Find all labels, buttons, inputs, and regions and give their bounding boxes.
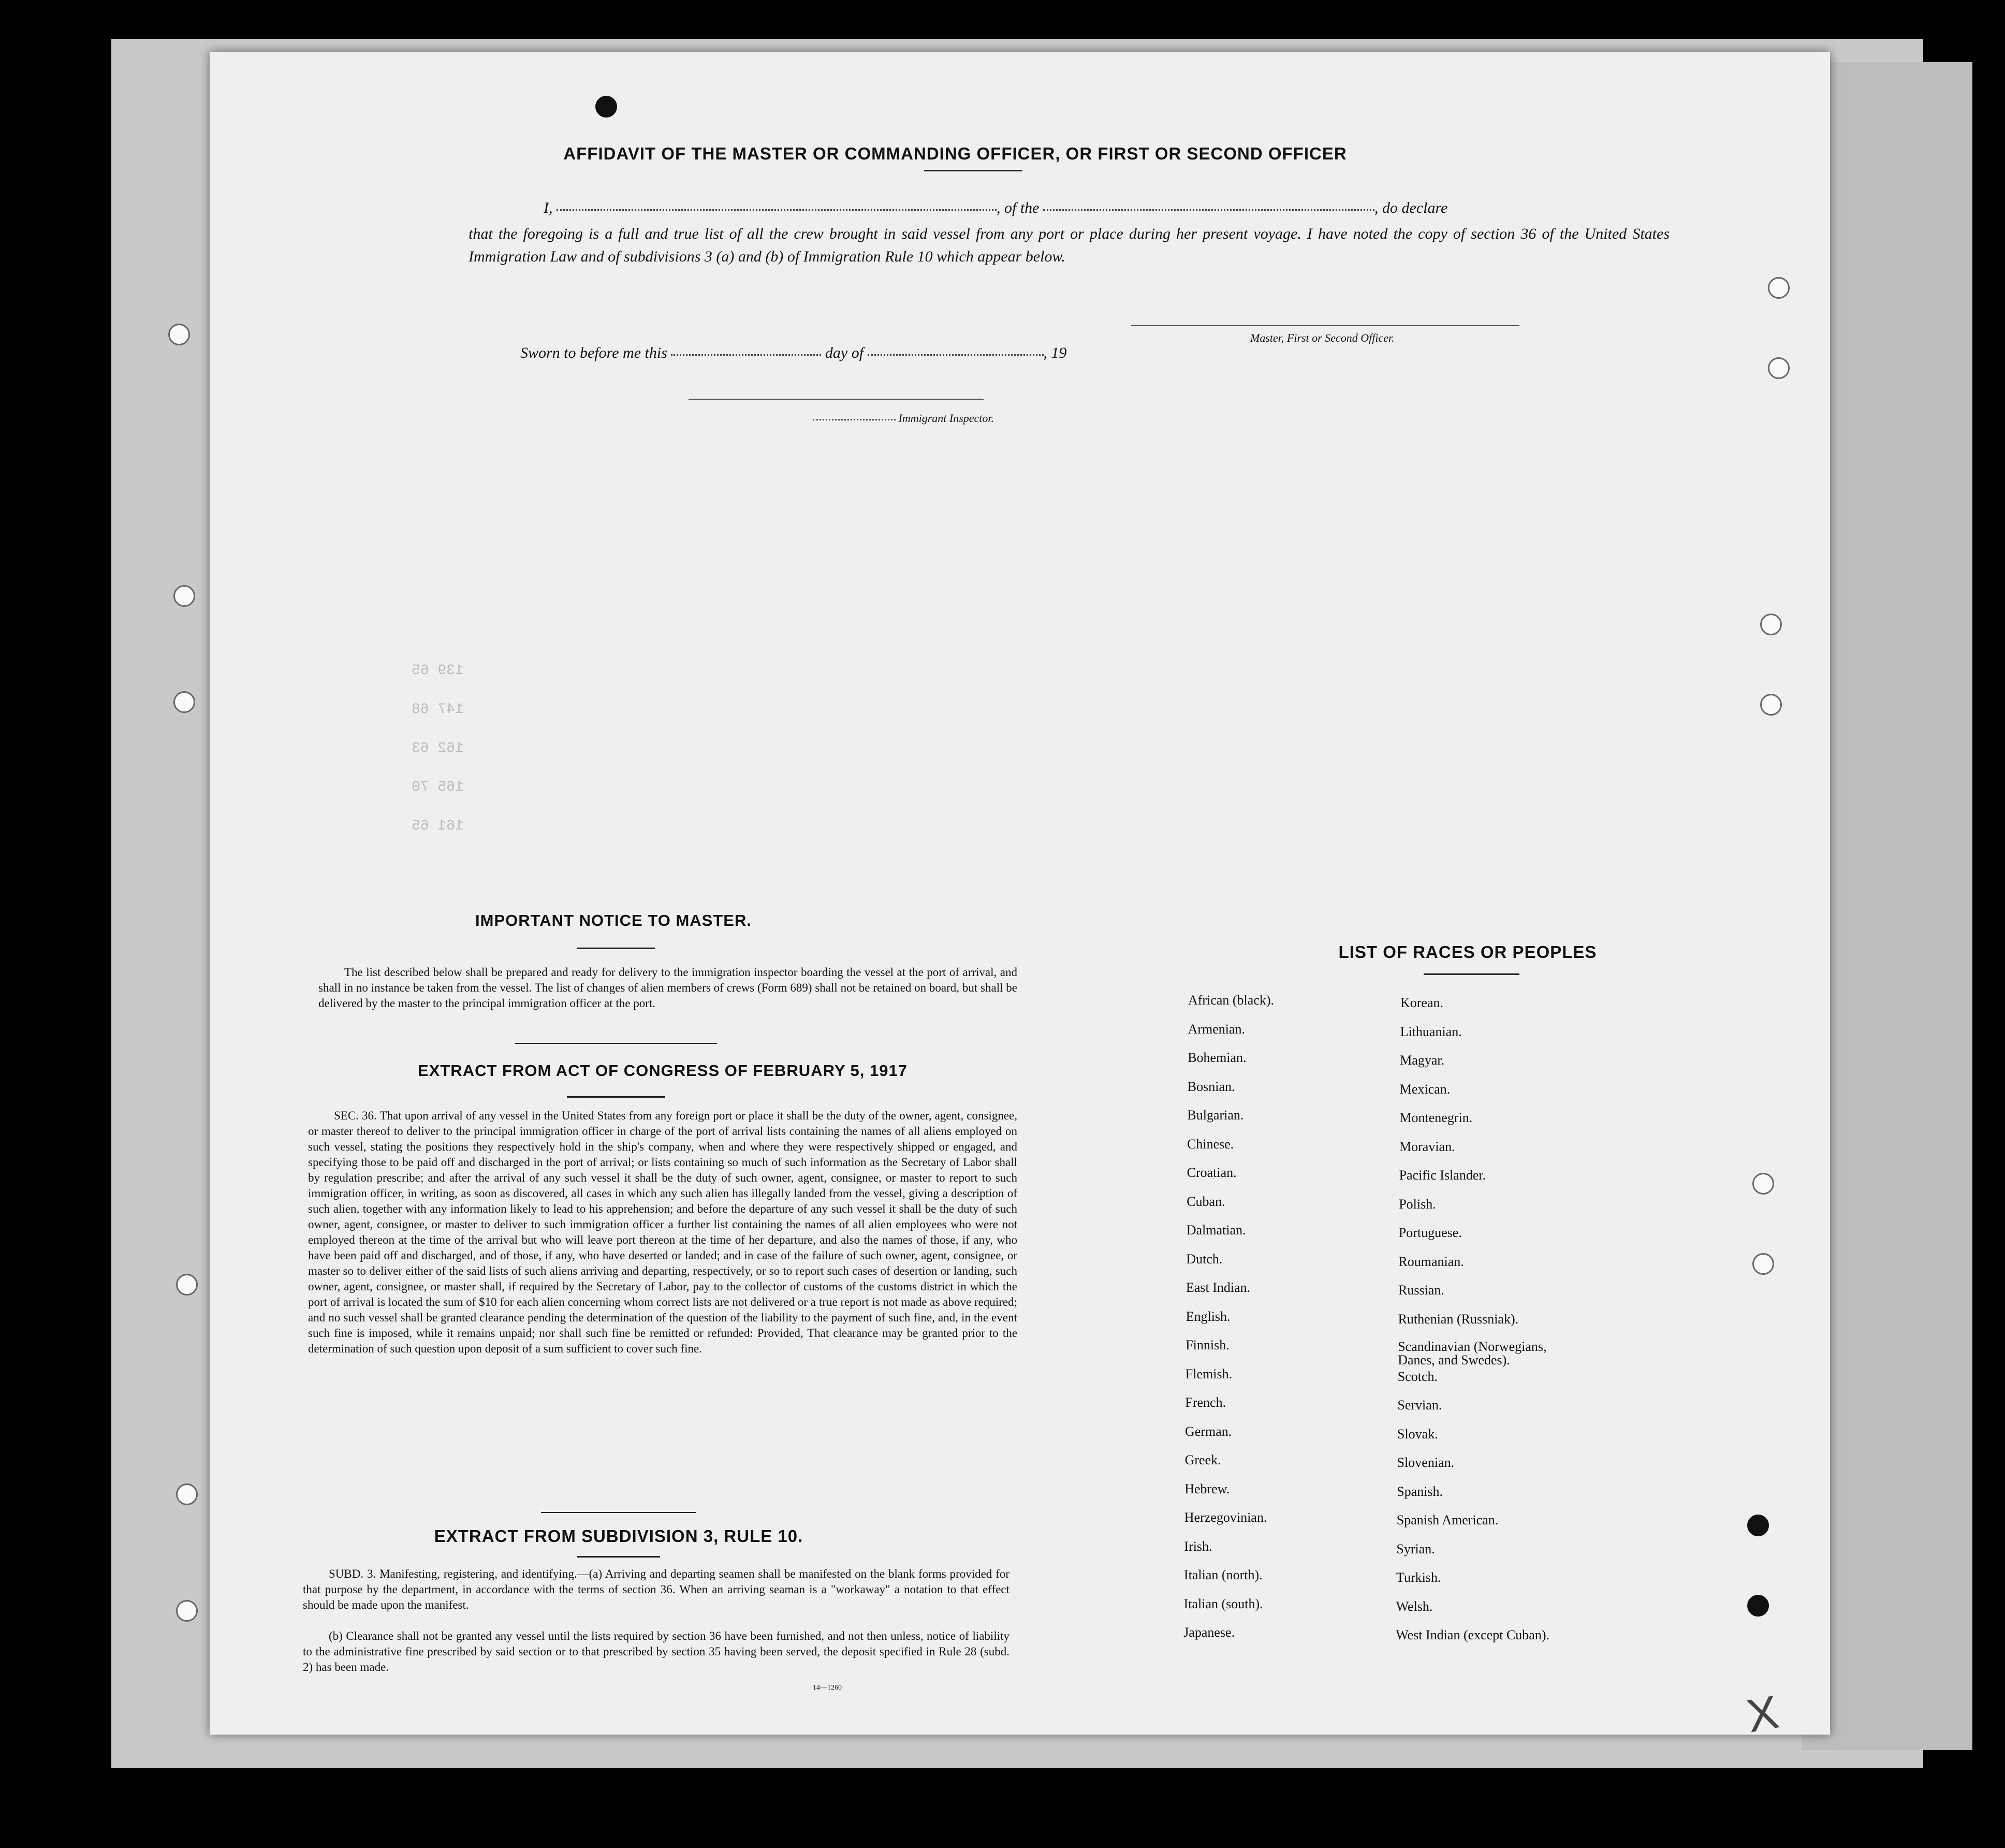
notice-title-rule [577, 948, 655, 949]
declaration-end: , do declare [1374, 199, 1448, 216]
act-title-rule [567, 1096, 665, 1098]
race-item: Portuguese. [1398, 1225, 1462, 1240]
binder-hole-right-4 [1760, 694, 1782, 716]
race-item: Dutch. [1186, 1251, 1223, 1267]
affidavit-title-rule [924, 170, 1022, 171]
rule-top-rule [541, 1512, 696, 1513]
race-item: Spanish American. [1396, 1512, 1499, 1527]
race-item: French. [1185, 1395, 1226, 1410]
race-item: Slovenian. [1397, 1455, 1455, 1470]
race-item: Magyar. [1400, 1053, 1445, 1068]
sworn-line [520, 344, 1067, 362]
race-item: Lithuanian. [1400, 1024, 1462, 1039]
notice-title: IMPORTANT NOTICE TO MASTER. [475, 911, 752, 929]
rule-title-rule [577, 1556, 660, 1558]
race-item: English. [1186, 1308, 1231, 1324]
race-item: Spanish. [1397, 1483, 1443, 1499]
sworn-end: , 19 [1043, 344, 1067, 361]
race-item: Mexican. [1399, 1081, 1451, 1097]
race-item: Scandinavian (Norwegians, Danes, and Swedes). [1398, 1339, 1547, 1367]
race-item: Italian (north). [1184, 1567, 1263, 1582]
race-item: Korean. [1400, 995, 1444, 1010]
bleed-through-1: 139 65 [412, 663, 464, 679]
race-item: Polish. [1399, 1196, 1436, 1212]
binder-hole-left-1 [168, 324, 190, 345]
declaration-mid: , of the [997, 199, 1040, 216]
name-field[interactable] [557, 208, 997, 211]
binder-hole-right-1 [1768, 277, 1790, 299]
race-item: Finnish. [1186, 1337, 1230, 1352]
binder-hole-right-8 [1747, 1595, 1769, 1617]
race-item: Armenian. [1188, 1021, 1246, 1037]
races-title: LIST OF RACES OR PEOPLES [1338, 942, 1597, 962]
notice-bottom-rule [515, 1043, 717, 1044]
declaration-start: I, [544, 199, 553, 216]
race-item: Pacific Islander. [1399, 1168, 1486, 1183]
declaration-line [523, 199, 1667, 217]
sworn-start: Sworn to before me this [520, 344, 667, 361]
race-item: German. [1185, 1423, 1232, 1439]
inspector-line [813, 412, 994, 425]
inspector-signature-line[interactable] [689, 399, 984, 400]
rule-para-b: (b) Clearance shall not be granted any vessel until the lists required by section 36 have been furnished, and not then unless, notice of liability to the administrative fine prescribed by said section or to that prescribed by section 35 having been served, the deposit specified in Rule 28 (subd. 2) has been made. [303, 1629, 1009, 1674]
affidavit-page [210, 52, 1830, 1743]
race-item: Irish. [1184, 1538, 1212, 1554]
race-item: Russian. [1398, 1283, 1444, 1298]
race-item: Servian. [1397, 1398, 1442, 1413]
race-item: Greek. [1184, 1452, 1221, 1467]
form-number: 14—1260 [813, 1684, 842, 1692]
binder-hole-left-3 [173, 691, 195, 713]
race-item: Italian (south). [1183, 1596, 1263, 1611]
signature-label: Master, First or Second Officer. [1250, 331, 1395, 344]
binder-hole-right-6 [1752, 1253, 1774, 1275]
rule-para-a: SUBD. 3. Manifesting, registering, and identifying.—(a) Arriving and departing seamen shall be manifested on the blank forms provided for that purpose by the department, in accordance with the terms of section 36. When an arriving seaman is a "workaway" a notation to that effect should be made upon the manifest. [303, 1567, 1009, 1611]
sworn-month-field[interactable] [868, 353, 1044, 356]
race-item: Ruthenian (Russniak). [1398, 1311, 1519, 1327]
binder-hole-top [595, 96, 617, 118]
race-item: Croatian. [1187, 1165, 1237, 1180]
binder-hole-left-6 [176, 1600, 198, 1622]
race-item: Roumanian. [1398, 1254, 1464, 1269]
affidavit-title: AFFIDAVIT OF THE MASTER OR COMMANDING OFFICER, OR FIRST OR SECOND OFFICER [563, 144, 1347, 163]
race-item: Montenegrin. [1399, 1110, 1473, 1125]
rule-title: EXTRACT FROM SUBDIVISION 3, RULE 10. [434, 1526, 803, 1546]
race-item: Flemish. [1185, 1366, 1233, 1381]
act-body: SEC. 36. That upon arrival of any vessel in the United States from any foreign port or place it shall be the duty of the owner, agent, consignee, or master thereof to deliver to the principal immigration officer in charge of the port of arrival lists containing the names of all aliens employed on such vessel, stating the positions they respectively hold in the ship's company, when and where they were respectively shipped or engaged, and specifying those to be paid off and discharged in the port of arrival; or lists containing so much of such information as the Secretary of Labor shall by regulation prescribe; and after the arrival of any such vessel it shall be the duty of such owner, agent, consignee, or master to report to such immigration officer, in writing, as soon as discovered, all cases in which any such alien has illegally landed from the vessel, giving a description of such alien, together with any information likely to lead to his apprehension; and before the departure of any such vessel it shall be the duty of such owner, agent, consignee, or master to deliver to such immigration officer a further list containing the names of all alien employees who were not employed thereon at the time of the arrival but who will leave port thereon at the time of her departure, and also the names of those, if any, who have been paid off and discharged, and of those, if any, who have deserted or landed; and in case of the failure of such owner, agent, consignee, or master so to deliver either of the said lists of such aliens arriving and departing, respectively, or so to report such cases of desertion or landing, such owner, agent, consignee, or master shall, if required by the Secretary of Labor, pay to the collector of customs of the customs district in which the port of arrival is located the sum of $10 for each alien concerning whom correct lists are not delivered or a true report is not made as above required; and no such vessel shall be granted clearance pending the determination of the question of the liability to the payment of such fine, and, in the event such fine is imposed, while it remains unpaid; nor shall such fine be remitted or refunded: Provided, That clearance may be granted prior to the determination of such question upon deposit of a sum sufficient to cover such fine. [308, 1109, 1017, 1355]
race-item: Syrian. [1396, 1541, 1435, 1556]
binder-hole-left-2 [173, 585, 195, 607]
inspector-label: Immigrant Inspector. [898, 412, 994, 425]
vessel-field[interactable] [1043, 208, 1374, 211]
binder-hole-left-4 [176, 1274, 198, 1296]
races-title-rule [1424, 973, 1519, 975]
race-item: Herzegovinian. [1184, 1510, 1267, 1525]
binder-hole-right-5 [1752, 1173, 1774, 1195]
race-item: East Indian. [1186, 1280, 1251, 1295]
binder-hole-right-3 [1760, 614, 1782, 635]
race-item: African (black). [1188, 993, 1275, 1008]
race-item: Moravian. [1399, 1139, 1455, 1154]
act-title: EXTRACT FROM ACT OF CONGRESS OF FEBRUARY 5, 1917 [418, 1061, 908, 1080]
bleed-through-5: 161 65 [412, 818, 464, 834]
bleed-through-3: 162 63 [412, 740, 464, 756]
race-item: Bohemian. [1188, 1050, 1247, 1065]
race-item: Cuban. [1187, 1194, 1225, 1209]
race-item: Bosnian. [1187, 1079, 1235, 1094]
bleed-through-4: 165 70 [412, 779, 464, 795]
bleed-through-2: 147 68 [412, 702, 464, 718]
declaration-body: that the foregoing is a full and true list of all the crew brought in said vessel from any port or place during her present voyage. I have noted the copy of section 36 of the United States Immigration Law and of subdivisions 3 (a) and (b) of Immigration Rule 10 which appear below. [469, 225, 1670, 265]
race-item: Turkish. [1396, 1570, 1441, 1585]
race-item: Slovak. [1397, 1426, 1438, 1442]
binder-hole-right-2 [1768, 357, 1790, 379]
race-item: Bulgarian. [1187, 1108, 1244, 1123]
race-item: Scotch. [1397, 1369, 1438, 1384]
sworn-day-field[interactable] [671, 353, 821, 356]
inspector-field[interactable] [813, 418, 896, 420]
binder-hole-left-5 [176, 1483, 198, 1505]
margin-mark: X [1743, 1686, 1783, 1743]
race-item: West Indian (except Cuban). [1396, 1627, 1549, 1642]
race-item: Japanese. [1183, 1625, 1235, 1640]
signature-line[interactable] [1131, 325, 1519, 326]
race-item: Welsh. [1396, 1598, 1433, 1614]
race-item: Dalmatian. [1186, 1223, 1246, 1238]
notice-body: The list described below shall be prepared and ready for delivery to the immigration inspector boarding the vessel at the port of arrival, and shall in no instance be taken from the vessel. The list of changes of alien members of crews (Form 689) shall not be retained on board, but shall be delivered by the master to the principal immigration officer at the port. [318, 966, 1017, 1010]
race-item: Hebrew. [1184, 1481, 1230, 1496]
sworn-mid: day of [825, 344, 864, 361]
race-item: Chinese. [1187, 1136, 1234, 1152]
binder-hole-right-7 [1747, 1515, 1769, 1536]
